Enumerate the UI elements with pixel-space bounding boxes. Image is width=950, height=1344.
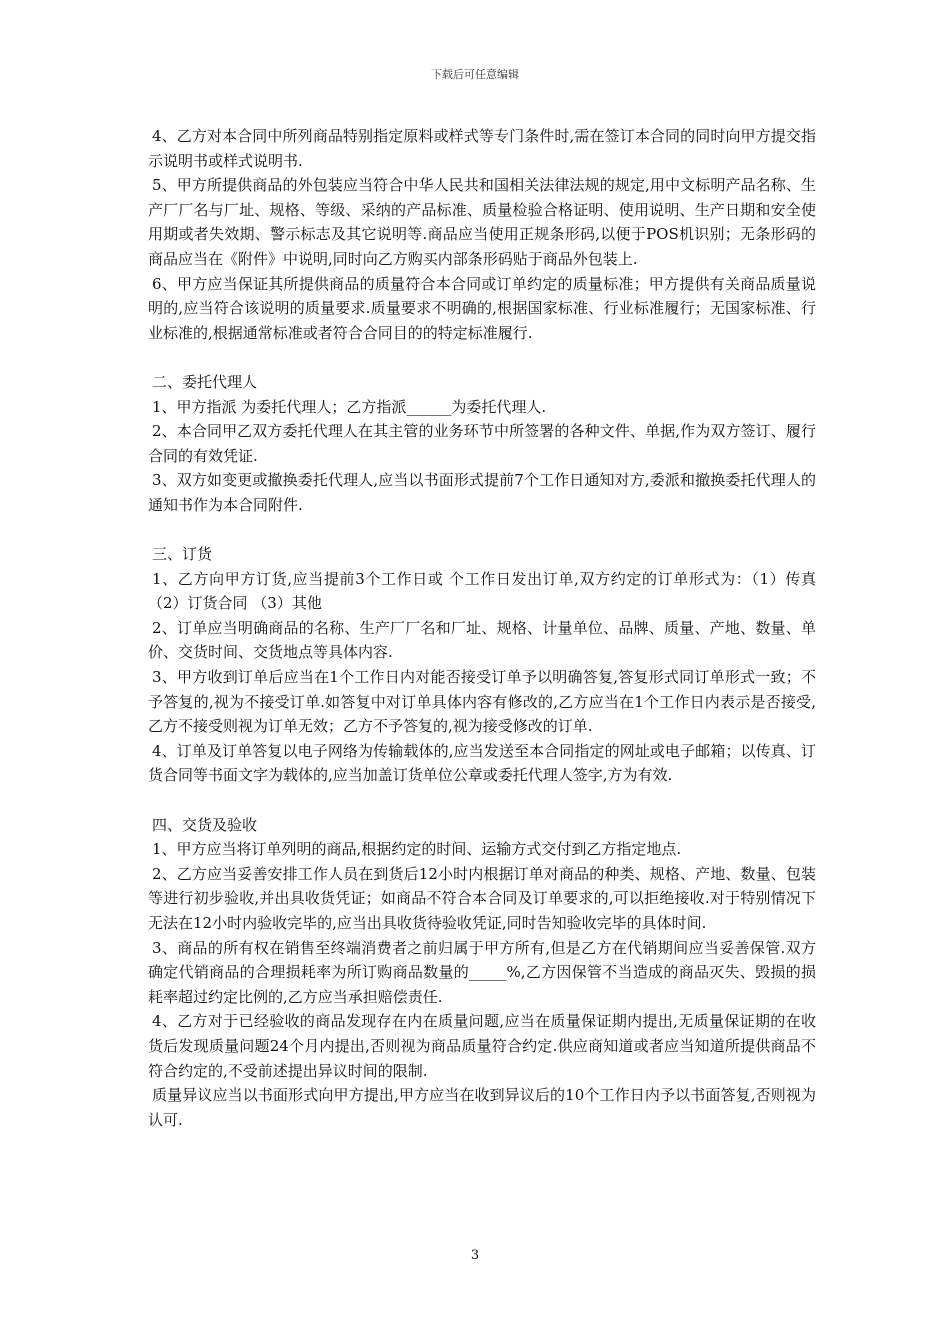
paragraph: 5、甲方所提供商品的外包装应当符合中华人民共和国相关法律法规的规定,用中文标明产品名称、生产厂厂名与厂址、规格、等级、采纳的产品标准、质量检验合格证明、使用说明、生产日期和安全使用期或者失效期、警示标志及其它说明等.商品应当使用正规条形码,以便于POS机识别；无条形码的商品应当在《附件》中说明,同时向乙方购买内部条形码贴于商品外包装上. [148, 176, 816, 268]
section-spacer [148, 788, 816, 813]
paragraph: 质量异议应当以书面形式向甲方提出,甲方应当在收到异议后的10个工作日内予以书面答复,否则视为认可. [148, 1086, 816, 1129]
paragraph: 1、甲方指派 为委托代理人；乙方指派______为委托代理人. [152, 397, 547, 416]
section-heading: 三、订货 [152, 545, 213, 564]
paragraph: 3、商品的所有权在销售至终端消费者之前归属于甲方所有,但是乙方在代销期间应当妥善保管.双方确定代销商品的合理损耗率为所订购商品数量的_____%,乙方因保管不当造成的商品灭失、毁损的损耗率超过约定比例的,乙方应当承担赔偿责任. [148, 938, 816, 1006]
page-header-note: 下载后可任意编辑 [431, 68, 519, 81]
paragraph: 4、乙方对于已经验收的商品发现存在内在质量问题,应当在质量保证期内提出,无质量保证期的在收货后发现质量问题24个月内提出,否则视为商品质量符合约定.供应商知道或者应当知道所提供商品不符合约定的,不受前述提出异议时间的限制. [148, 1012, 816, 1080]
section-heading: 二、委托代理人 [152, 372, 258, 391]
paragraph: 2、订单应当明确商品的名称、生产厂厂名和厂址、规格、计量单位、品牌、质量、产地、数量、单价、交货时间、交货地点等具体内容. [148, 618, 816, 662]
paragraph: 1、乙方向甲方订货,应当提前3个工作日或 个工作日发出订单,双方约定的订单形式为：（1）传真 （2）订货合同 （3）其他 [148, 569, 816, 613]
paragraph: 4、订单及订单答复以电子网络为传输载体的,应当发送至本合同指定的网址或电子邮箱；以传真、订货合同等书面文字为载体的,应当加盖订货单位公章或委托代理人签字,方为有效. [148, 741, 816, 785]
document-body [148, 124, 816, 1132]
paragraph: 3、双方如变更或撤换委托代理人,应当以书面形式提前7个工作日通知对方,委派和撤换委托代理人的通知书作为本合同附件. [148, 471, 816, 514]
paragraph: 6、甲方应当保证其所提供商品的质量符合本合同或订单约定的质量标准；甲方提供有关商品质量说明的,应当符合该说明的质量要求.质量要求不明确的,根据国家标准、行业标准履行；无国家标准、行业标准的,根据通常标准或者符合合同目的的特定标准履行. [148, 274, 816, 342]
section-spacer [148, 345, 816, 370]
paragraph: 2、本合同甲乙双方委托代理人在其主管的业务环节中所签署的各种文件、单据,作为双方签订、履行合同的有效凭证. [148, 422, 816, 465]
paragraph: 4、乙方对本合同中所列商品特别指定原料或样式等专门条件时,需在签订本合同的同时向甲方提交指示说明书或样式说明书. [148, 127, 816, 170]
paragraph: 3、甲方收到订单后应当在1个工作日内对能否接受订单予以明确答复,答复形式同订单形式一致；不予答复的,视为不接受订单.如答复中对订单具体内容有修改的,乙方应当在1个工作日内表示是否接受,乙方不接受则视为订单无效；乙方不予答复的,视为接受修改的订单. [148, 668, 816, 736]
section-heading: 四、交货及验收 [152, 815, 258, 834]
paragraph: 1、甲方应当将订单列明的商品,根据约定的时间、运输方式交付到乙方指定地点. [152, 840, 682, 859]
paragraph: 2、乙方应当妥善安排工作人员在到货后12小时内根据订单对商品的种类、规格、产地、数量、包装等进行初步验收,并出具收货凭证；如商品不符合本合同及订单要求的,可以拒绝接收.对于特别情况下无法在12小时内验收完毕的,应当出具收货待验收凭证,同时告知验收完毕的具体时间. [148, 864, 816, 932]
section-spacer [148, 518, 816, 543]
page-number: 3 [470, 1248, 480, 1263]
